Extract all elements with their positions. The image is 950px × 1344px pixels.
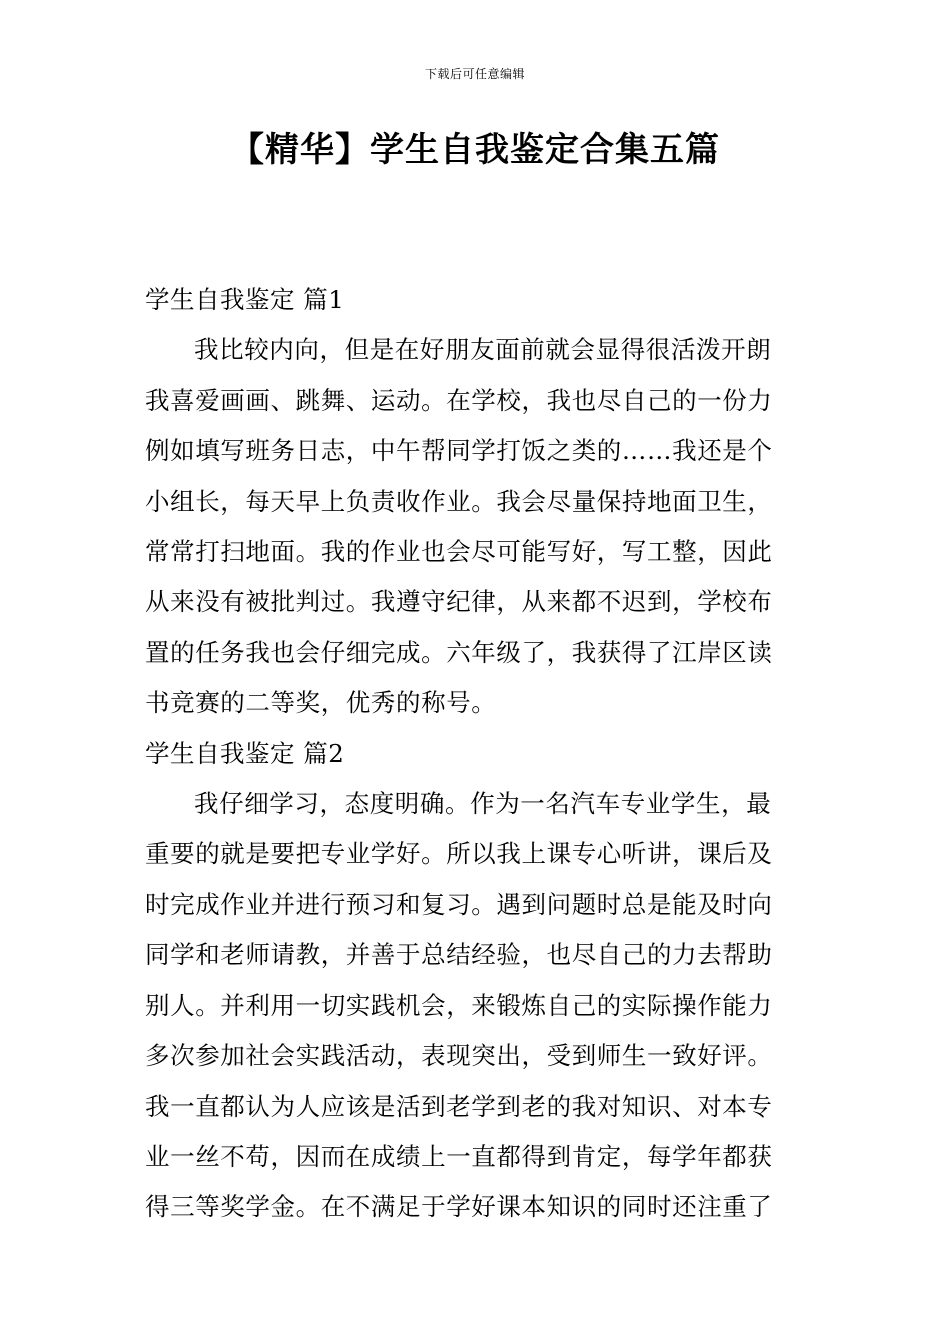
header-note: 下载后可任意编辑: [424, 67, 525, 81]
paragraph-line: 置的任务我也会仔细完成。六年级了，我获得了江岸区读: [145, 637, 773, 667]
paragraph-line: 同学和老师请教，并善于总结经验，也尽自己的力去帮助: [145, 940, 773, 970]
paragraph-line: 例如填写班务日志，中午帮同学打饭之类的……我还是个: [145, 436, 773, 466]
document-title: 【精华】学生自我鉴定合集五篇: [230, 130, 720, 170]
document-body: [145, 275, 810, 1233]
paragraph-line: 多次参加社会实践活动，表现突出，受到师生一致好评。: [145, 1041, 773, 1071]
paragraph-line: 我一直都认为人应该是活到老学到老的我对知识、对本专: [145, 1091, 773, 1121]
paragraph: [145, 325, 810, 728]
section-heading: 学生自我鉴定 篇2: [145, 738, 345, 768]
paragraph: [145, 779, 810, 1233]
paragraph-line: 小组长，每天早上负责收作业。我会尽量保持地面卫生，: [145, 486, 773, 516]
paragraph-line: 从来没有被批判过。我遵守纪律，从来都不迟到，学校布: [145, 587, 773, 617]
paragraph-line: 得三等奖学金。在不满足于学好课本知识的同时还注重了: [145, 1192, 773, 1222]
paragraph-line: 别人。并利用一切实践机会，来锻炼自己的实际操作能力: [145, 990, 773, 1020]
paragraph-line: 我喜爱画画、跳舞、运动。在学校，我也尽自己的一份力: [145, 385, 773, 415]
paragraph-line: 我比较内向，但是在好朋友面前就会显得很活泼开朗: [194, 335, 772, 365]
paragraph-line: 常常打扫地面。我的作业也会尽可能写好，写工整，因此: [145, 537, 773, 567]
paragraph-line: 重要的就是要把专业学好。所以我上课专心听讲，课后及: [145, 839, 773, 869]
paragraph-line: 书竞赛的二等奖，优秀的称号。: [145, 688, 497, 718]
paragraph-line: 业一丝不苟，因而在成绩上一直都得到肯定，每学年都获: [145, 1141, 773, 1171]
paragraph-line: 我仔细学习，态度明确。作为一名汽车专业学生，最: [194, 789, 772, 819]
section-heading: 学生自我鉴定 篇1: [145, 285, 345, 314]
paragraph-line: 时完成作业并进行预习和复习。遇到问题时总是能及时向: [145, 889, 773, 919]
